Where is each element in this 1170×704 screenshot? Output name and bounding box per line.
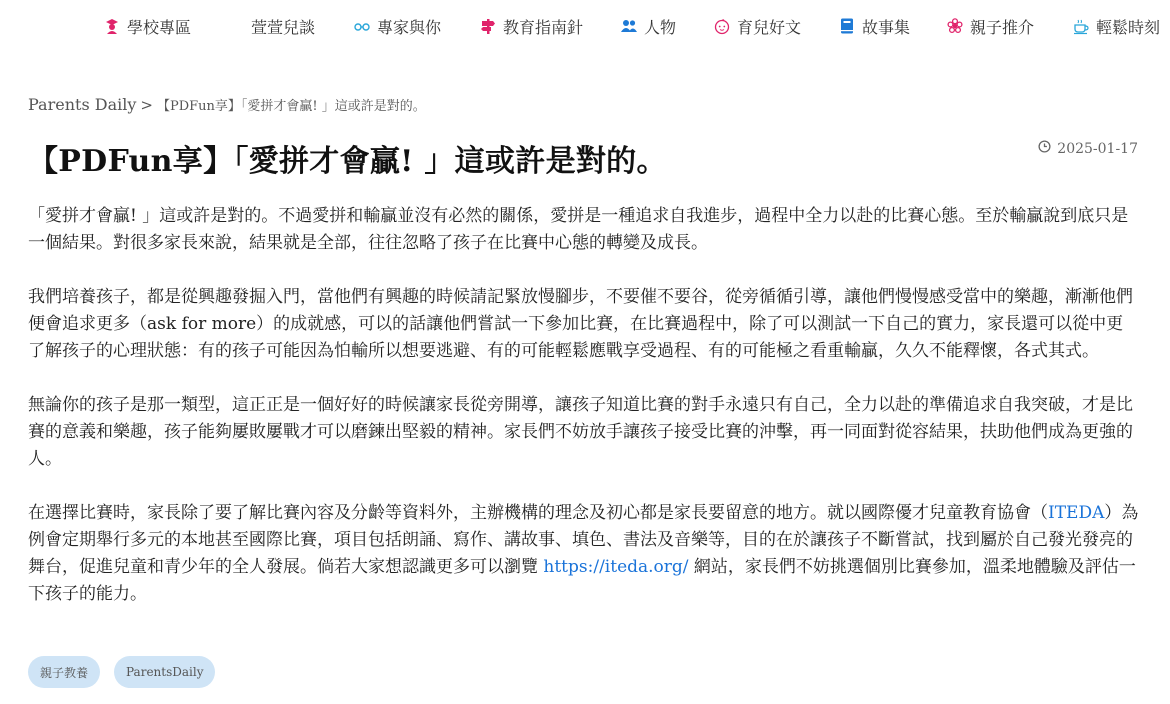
breadcrumb-current: 【PDFun享】「愛拼才會贏! 」這或許是對的。 <box>156 99 426 114</box>
article-paragraph <box>28 500 1140 608</box>
baby-icon <box>713 17 731 35</box>
nav-item-stories[interactable] <box>838 14 910 38</box>
page-title: 【PDFun享】「愛拼才會贏! 」這或許是對的。 <box>28 144 667 179</box>
publish-date-text: 2025-01-17 <box>1057 140 1138 157</box>
people-icon <box>620 17 638 35</box>
nav-item-label: 輕鬆時刻 <box>1096 17 1161 37</box>
nav-item-experts[interactable] <box>353 14 441 38</box>
nav-item-label: 人物 <box>644 17 677 37</box>
nav-item-people[interactable] <box>620 14 676 38</box>
book-icon <box>838 17 856 35</box>
nav-item-school[interactable] <box>103 14 191 38</box>
article-paragraph: 我們培養孩子，都是從興趣發掘入門，當他們有興趣的時候請記緊放慢腳步，不要催不要谷，從旁循循引導，讓他們慢慢感受當中的樂趣，漸漸他們便會追求更多（ask for more）的成就感，可以的話讓他們嘗試一下參加比賽，在比賽過程中，除了可以測試一下自己的實力，家長還可以從中更了解孩子的心理狀態：有的孩子可能因為怕輸所以想要逃避、有的可能輕鬆應戰享受過程、有的可能極之看重輸贏，久久不能釋懷，各式其式。 <box>28 287 1133 361</box>
paragraph-text: 網站，家長們不妨挑選個別比賽參加，溫柔地體驗及評估一下孩子的能力。 <box>28 557 1136 604</box>
nav-item-label: 親子推介 <box>970 17 1035 37</box>
coffee-icon <box>1072 17 1090 35</box>
tag-parenting[interactable]: 親子教養 <box>28 656 100 688</box>
nav-item-label: 學校專區 <box>127 17 192 37</box>
paragraph-text: 在選擇比賽時，家長除了要了解比賽內容及分齡等資料外，主辦機構的理念及初心都是家長要留意的地方。就以國際優才兒童教育協會（ <box>28 503 1048 523</box>
article-paragraph: 無論你的孩子是那一類型，這正正是一個好好的時候讓家長從旁開導，讓孩子知道比賽的對手永遠只有自己，全力以赴的準備追求自我突破，才是比賽的意義和樂趣，孩子能夠屢敗屢戰才可以磨鍊出堅毅的精神。家長們不妨放手讓孩子接受比賽的沖擊，再一同面對從容結果，扶助他們成為更強的人。 <box>28 395 1133 469</box>
nav-item-label: 育兒好文 <box>737 17 802 37</box>
top-nav <box>0 0 1170 52</box>
publish-date <box>1038 140 1138 157</box>
iteda-website-link[interactable]: https://iteda.org/ <box>543 557 689 577</box>
glasses-icon <box>353 17 371 35</box>
article-paragraph: 「愛拼才會贏! 」這或許是對的。不過愛拼和輸贏並沒有必然的關係，愛拼是一種追求自我進步，過程中全力以赴的比賽心態。至於輸贏說到底只是一個結果。對很多家長來說，結果就是全部，往往忽略了孩子在比賽中心態的轉變及成長。 <box>28 206 1129 253</box>
nav-item-relax[interactable] <box>1072 14 1160 38</box>
breadcrumb-separator: > <box>140 96 153 114</box>
clock-icon <box>1038 140 1051 157</box>
paragraph-text: ）為例會定期舉行多元的本地甚至國際比賽，項目包括朗誦、寫作、講故事、填色、書法及音樂等，目的在於讓孩子不斷嘗試，找到屬於自己發光發亮的舞台，促進兒童和青少年的全人發展。倘若大家想認識更多可以瀏覽 <box>28 503 1139 577</box>
nav-item-label: 故事集 <box>862 17 911 37</box>
breadcrumb <box>28 95 426 114</box>
nav-item-guide[interactable] <box>479 14 583 38</box>
iteda-link[interactable]: ITEDA <box>1048 503 1105 523</box>
flower-icon <box>946 17 964 35</box>
breadcrumb-home-link[interactable]: Parents Daily <box>28 95 137 114</box>
tag-list <box>28 656 215 688</box>
school-icon <box>103 17 121 35</box>
nav-item-label: 教育指南針 <box>503 17 584 37</box>
article-body <box>28 203 1140 635</box>
signpost-icon <box>479 17 497 35</box>
nav-item-label: 專家與你 <box>377 17 442 37</box>
nav-item-label: 萱萱兒談 <box>251 17 316 37</box>
nav-item-parenting[interactable] <box>713 14 801 38</box>
tag-parentsdaily[interactable]: ParentsDaily <box>114 656 215 688</box>
nav-item-talk[interactable] <box>251 14 315 38</box>
nav-item-recommend[interactable] <box>946 14 1034 38</box>
